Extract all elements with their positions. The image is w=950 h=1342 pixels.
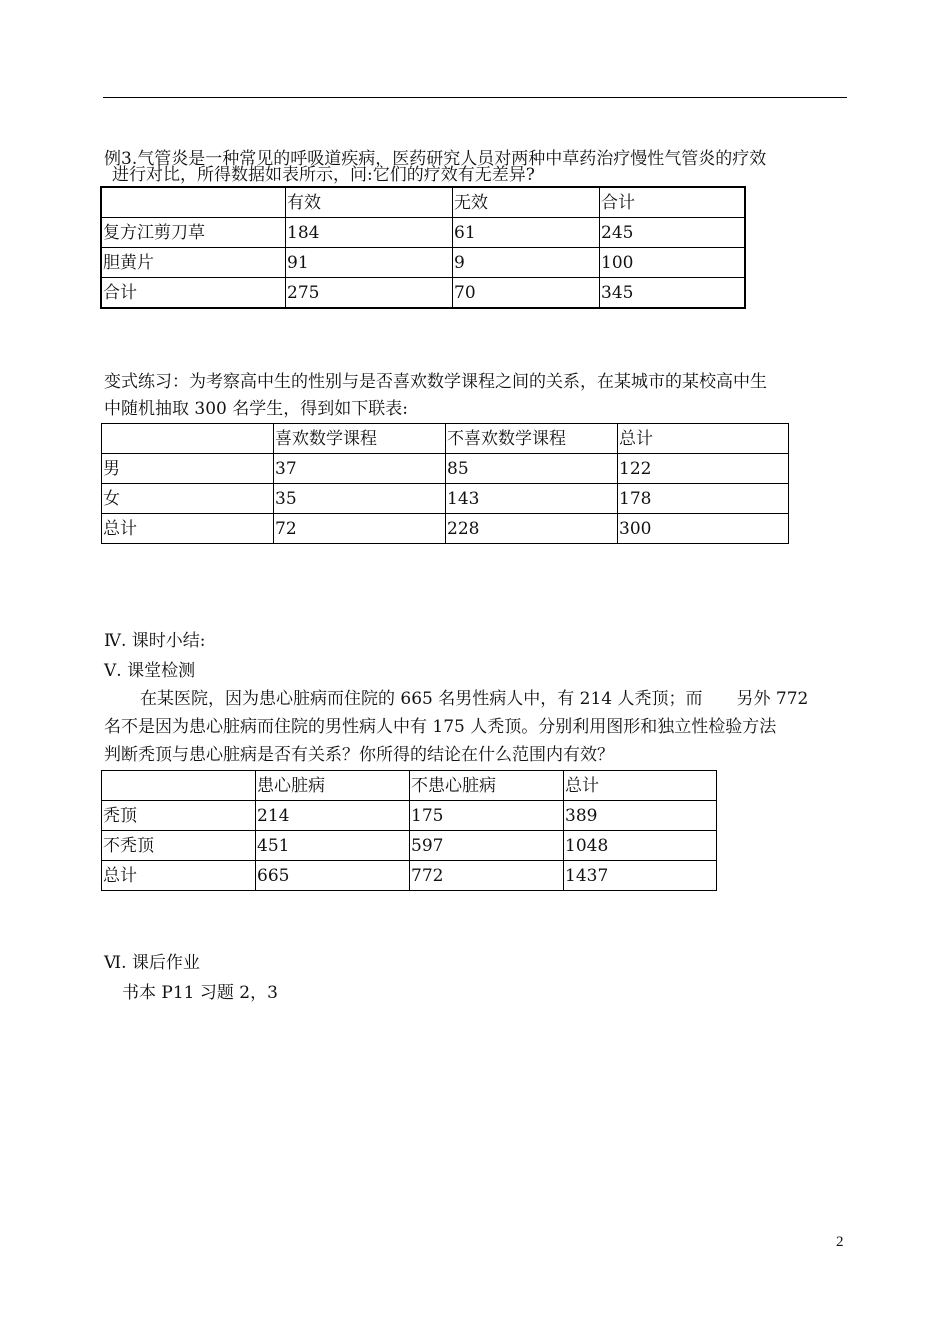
table-cell: 61 xyxy=(453,218,600,248)
table-gender-math xyxy=(101,423,789,544)
table-cell: 1048 xyxy=(564,831,717,861)
section5-line2: 名不是因为患心脏病而住院的男性病人中有 175 人秃顶。分别利用图形和独立性检验方法 xyxy=(104,717,777,737)
table-cell: 300 xyxy=(618,514,789,544)
table-cell: 不患心脏病 xyxy=(410,771,564,801)
section4-heading: Ⅳ. 课时小结: xyxy=(104,631,206,651)
table-cell: 178 xyxy=(618,484,789,514)
table-cell: 72 xyxy=(274,514,446,544)
header-rule xyxy=(103,97,847,98)
section5-heading: Ⅴ. 课堂检测 xyxy=(104,661,196,681)
table-header-row xyxy=(101,187,745,218)
table-row xyxy=(102,484,789,514)
section5-line1: 在某医院，因为患心脏病而住院的 665 名男性病人中，有 214 人秃顶；而 另外 772 xyxy=(140,689,809,709)
example3-line2: 进行对比，所得数据如表所示，问:它们的疗效有无差异? xyxy=(112,165,535,185)
page-number: 2 xyxy=(836,1234,844,1250)
table-cell xyxy=(102,424,274,454)
table-cell: 91 xyxy=(286,248,453,278)
table-cell: 不喜欢数学课程 xyxy=(446,424,618,454)
table-row xyxy=(101,248,745,278)
table-cell: 389 xyxy=(564,801,717,831)
table-cell: 无效 xyxy=(453,187,600,218)
table-cell xyxy=(101,187,286,218)
table-cell: 总计 xyxy=(618,424,789,454)
table-cell: 总计 xyxy=(564,771,717,801)
table-cell: 85 xyxy=(446,454,618,484)
table-cell: 275 xyxy=(286,278,453,309)
table-cell: 胆黄片 xyxy=(101,248,286,278)
table-cell: 有效 xyxy=(286,187,453,218)
table-cell: 合计 xyxy=(101,278,286,309)
table-cell: 女 xyxy=(102,484,274,514)
table-cell: 患心脏病 xyxy=(256,771,410,801)
table-cell: 175 xyxy=(410,801,564,831)
table-cell: 1437 xyxy=(564,861,717,891)
table-cell: 合计 xyxy=(600,187,746,218)
table-treatment-efficacy xyxy=(100,186,746,309)
table-cell: 665 xyxy=(256,861,410,891)
table-cell: 184 xyxy=(286,218,453,248)
table-cell: 70 xyxy=(453,278,600,309)
table-cell: 597 xyxy=(410,831,564,861)
table-row xyxy=(101,278,745,309)
table-cell: 100 xyxy=(600,248,746,278)
table-cell: 228 xyxy=(446,514,618,544)
table-header-row xyxy=(102,424,789,454)
table-cell: 245 xyxy=(600,218,746,248)
table-cell: 不秃顶 xyxy=(102,831,256,861)
table-row xyxy=(102,831,717,861)
table-row xyxy=(102,801,717,831)
table-cell: 喜欢数学课程 xyxy=(274,424,446,454)
table-cell: 451 xyxy=(256,831,410,861)
variant-line1: 变式练习：为考察高中生的性别与是否喜欢数学课程之间的关系，在某城市的某校高中生 xyxy=(104,372,767,392)
table-row xyxy=(102,861,717,891)
table-cell: 772 xyxy=(410,861,564,891)
table-cell: 214 xyxy=(256,801,410,831)
section6-heading: Ⅵ. 课后作业 xyxy=(104,953,200,973)
table-cell: 9 xyxy=(453,248,600,278)
table-header-row xyxy=(102,771,717,801)
table-cell: 122 xyxy=(618,454,789,484)
table-cell: 35 xyxy=(274,484,446,514)
variant-line2: 中随机抽取 300 名学生，得到如下联表: xyxy=(104,399,408,419)
table-cell: 总计 xyxy=(102,861,256,891)
table-row xyxy=(102,454,789,484)
table-cell: 秃顶 xyxy=(102,801,256,831)
table-cell: 37 xyxy=(274,454,446,484)
table-cell: 复方江剪刀草 xyxy=(101,218,286,248)
table-cell: 345 xyxy=(600,278,746,309)
section5-line3: 判断秃顶与患心脏病是否有关系？你所得的结论在什么范围内有效？ xyxy=(104,745,614,765)
table-row xyxy=(102,514,789,544)
table-cell: 143 xyxy=(446,484,618,514)
table-cell: 男 xyxy=(102,454,274,484)
example3-line1: 例3.气管炎是一种常见的呼吸道疾病，医药研究人员对两种中草药治疗慢性气管炎的疗效 xyxy=(104,149,767,169)
table-baldness-heart xyxy=(101,770,717,891)
section6-line1: 书本 P11 习题 2，3 xyxy=(122,983,278,1003)
table-cell xyxy=(102,771,256,801)
table-cell: 总计 xyxy=(102,514,274,544)
table-row xyxy=(101,218,745,248)
